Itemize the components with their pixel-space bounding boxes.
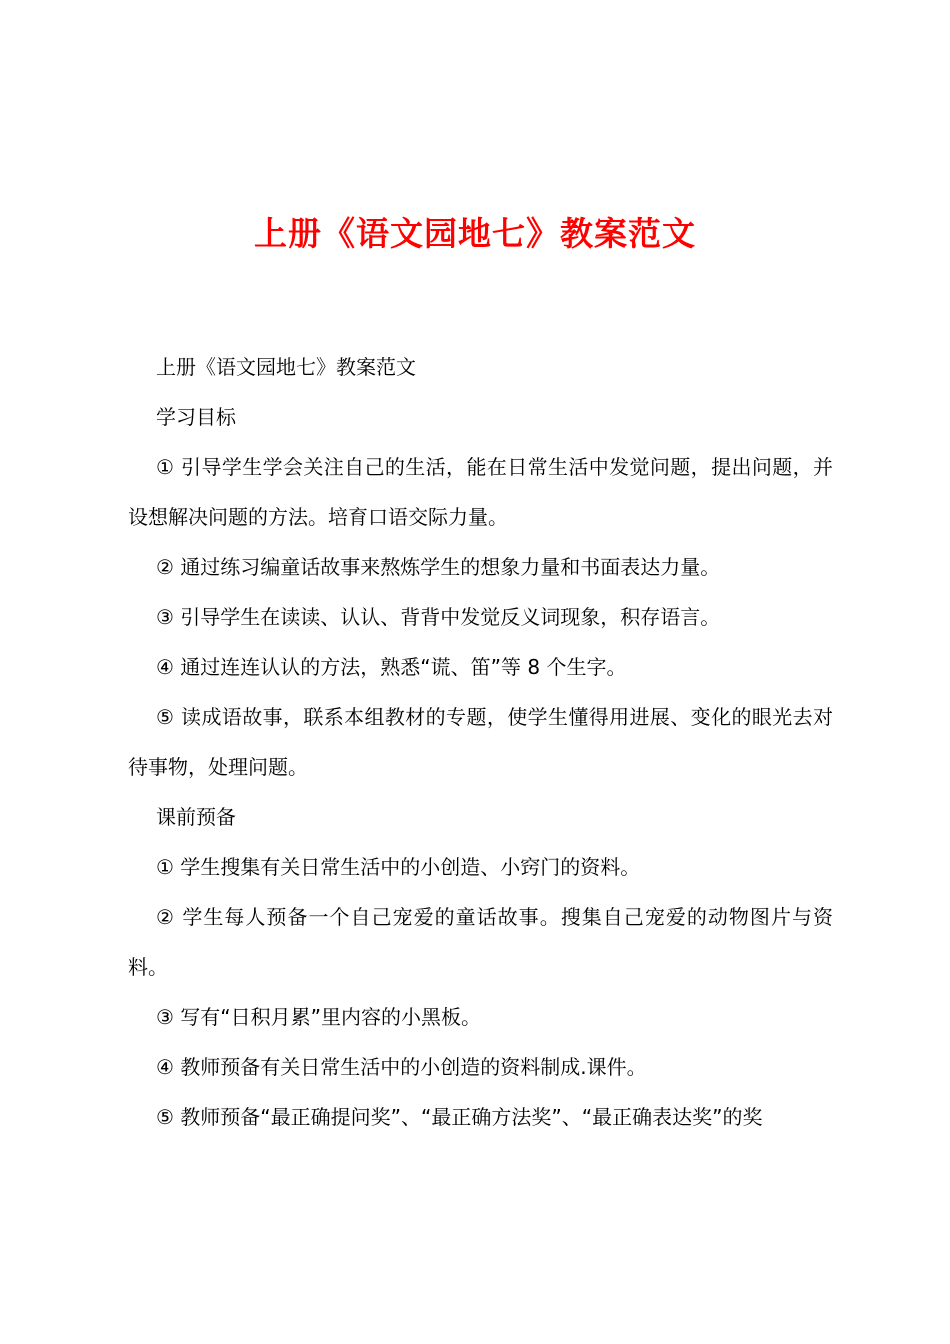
paragraph-objective-1: ① 引导学生学会关注自己的生活，能在日常生活中发觉问题，提出问题，并设想解决问题的方法。培育口语交际力量。	[128, 455, 833, 529]
paragraph-preparation-4: ④ 教师预备有关日常生活中的小创造的资料制成.课件。	[156, 1055, 647, 1079]
paragraph-objective-2: ② 通过练习编童话故事来熬炼学生的想象力量和书面表达力量。	[156, 555, 721, 579]
paragraph-preparation-2: ② 学生每人预备一个自己宠爱的童话故事。搜集自己宠爱的动物图片与资料。	[128, 905, 833, 979]
paragraph-objective-4: ④ 通过连连认认的方法，熟悉“谎、笛”等 8 个生字。	[156, 655, 627, 679]
paragraph-preparation-5: ⑤ 教师预备“最正确提问奖”、“最正确方法奖”、“最正确表达奖”的奖	[156, 1105, 763, 1129]
document-body	[128, 342, 833, 1142]
paragraph-objective-5: ⑤ 读成语故事，联系本组教材的专题，使学生懂得用进展、变化的眼光去对待事物，处理问题。	[128, 705, 833, 779]
paragraph-heading-preparation: 课前预备	[156, 805, 236, 829]
paragraph-heading-objectives: 学习目标	[156, 405, 236, 429]
document-title: 上册《语文园地七》教案范文	[254, 214, 696, 253]
paragraph-preparation-1: ① 学生搜集有关日常生活中的小创造、小窍门的资料。	[156, 855, 641, 879]
paragraph-subtitle: 上册《语文园地七》教案范文	[156, 355, 416, 379]
paragraph-preparation-3: ③ 写有“日积月累”里内容的小黑板。	[156, 1005, 482, 1029]
paragraph-objective-3: ③ 引导学生在读读、认认、背背中发觉反义词现象，积存语言。	[156, 605, 721, 629]
